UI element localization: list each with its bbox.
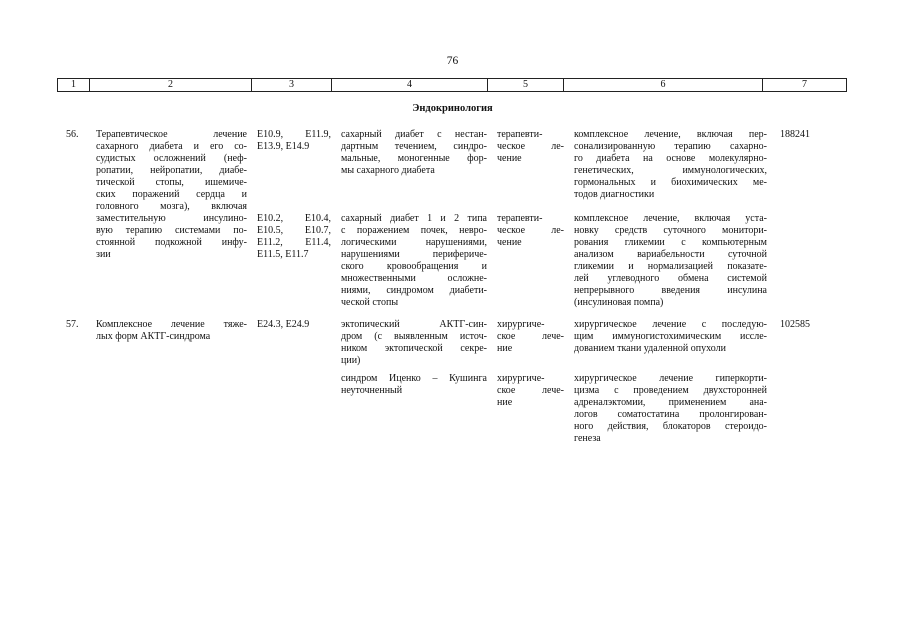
row-number: 57. xyxy=(66,319,79,330)
column-number: 3 xyxy=(252,79,332,91)
text-line: ских поражений сердца и xyxy=(96,189,247,200)
text-line: логов соматостатина пролонгирован- xyxy=(574,409,767,420)
text-line: E11.2, E11.4, xyxy=(257,237,331,248)
text-line: ции) xyxy=(341,355,361,366)
section-title: Эндокринология xyxy=(412,103,493,114)
text-line: го диабета на основе молекулярно- xyxy=(574,153,767,164)
treatment-method xyxy=(574,373,767,445)
patient-model xyxy=(341,129,487,177)
text-line: логическими нарушениями, xyxy=(341,237,487,248)
treatment-type xyxy=(497,213,564,249)
text-line: E10.9, E11.9, xyxy=(257,129,331,140)
text-line: терапевти- xyxy=(497,129,543,140)
text-line: комплексное лечение, включая пер- xyxy=(574,129,767,140)
text-line: хирургиче- xyxy=(497,373,545,384)
treatment-method xyxy=(574,213,767,309)
text-line: дром (с выявленным источ- xyxy=(341,331,487,342)
text-line: вую терапию системами по- xyxy=(96,225,247,236)
column-number: 1 xyxy=(57,79,90,91)
text-line: ское лече- xyxy=(497,385,564,396)
text-line: терапевти- xyxy=(497,213,543,224)
text-line: непрерывного введения инсулина xyxy=(574,285,767,296)
text-line: ниями, синдромом диабети- xyxy=(341,285,487,296)
text-line: сахарного диабета и его со- xyxy=(96,141,247,152)
text-line: множественными осложне- xyxy=(341,273,487,284)
column-number: 7 xyxy=(763,79,847,91)
text-line: ческой стопы xyxy=(341,297,399,308)
text-line: стоянной подкожной инфу- xyxy=(96,237,247,248)
text-line: ником эктопической секре- xyxy=(341,343,487,354)
text-line: новку средств суточного монитори- xyxy=(574,225,767,236)
text-line: ного действия, блокаторов стероидо- xyxy=(574,421,767,432)
text-line: дованием ткани удаленной опухоли xyxy=(574,343,726,354)
text-line: ское лече- xyxy=(497,331,564,342)
text-line: рования гликемии с компьютерным xyxy=(574,237,767,248)
text-line: с поражением почек, невро- xyxy=(341,225,487,236)
text-line: гликемии и нормализацией показате- xyxy=(574,261,767,272)
cost-value: 188241 xyxy=(780,129,810,140)
patient-model xyxy=(341,213,487,309)
text-line: сонализированную терапию сахарно- xyxy=(574,141,767,152)
text-line: комплексное лечение, включая уста- xyxy=(574,213,767,224)
text-line: тодов диагностики xyxy=(574,189,655,200)
treatment-method xyxy=(574,129,767,201)
text-line: хирургиче- xyxy=(497,319,545,330)
text-line: ропатии, нейропатии, диабе- xyxy=(96,165,247,176)
text-line: хирургическое лечение гиперкорти- xyxy=(574,373,767,384)
text-line: зии xyxy=(96,249,111,260)
text-line: сахарный диабет 1 и 2 типа xyxy=(341,213,487,224)
text-line: неуточненный xyxy=(341,385,403,396)
column-number: 5 xyxy=(488,79,564,91)
text-line: ние xyxy=(497,343,513,354)
text-line: нарушениями периферичe- xyxy=(341,249,487,260)
text-line: генеза xyxy=(574,433,601,444)
treatment-type xyxy=(497,319,564,355)
text-line: головного мозга), включая xyxy=(96,201,247,212)
text-line: лей углеводного обмена системой xyxy=(574,273,767,284)
text-line: анализом вариабельности суточной xyxy=(574,249,767,260)
patient-model xyxy=(341,373,487,397)
text-line: тической стопы, ишемиче- xyxy=(96,177,247,188)
text-line: мы сахарного диабета xyxy=(341,165,435,176)
text-line: чение xyxy=(497,237,522,248)
text-line: ние xyxy=(497,397,513,408)
text-line: чение xyxy=(497,153,522,164)
text-line: хирургическое лечение с последую- xyxy=(574,319,767,330)
text-line: генетических, иммунологических, xyxy=(574,165,767,176)
text-line: ческое ле- xyxy=(497,225,564,236)
text-line: Терапевтическое лечение xyxy=(96,129,247,140)
text-line: мальные, моногенные фор- xyxy=(341,153,487,164)
text-line: ского кровообращения и xyxy=(341,261,487,272)
text-line: E10.2, E10.4, xyxy=(257,213,331,224)
icd-codes xyxy=(257,319,331,331)
text-line: заместительную инсулино- xyxy=(96,213,247,224)
treatment-name xyxy=(96,319,247,343)
text-line: дартным течением, синдро- xyxy=(341,141,487,152)
text-line: адреналэктомии, применением ана- xyxy=(574,397,767,408)
text-line: (инсулиновая помпа) xyxy=(574,297,664,308)
treatment-method xyxy=(574,319,767,355)
text-line: E10.5, E10.7, xyxy=(257,225,331,236)
text-line: E11.5, E11.7 xyxy=(257,249,309,260)
text-line: гормональных и биохимических ме- xyxy=(574,177,767,188)
text-line: сахарный диабет с нестан- xyxy=(341,129,487,140)
text-line: лых форм АКТГ-синдрома xyxy=(96,331,211,342)
treatment-type xyxy=(497,129,564,165)
text-line: щим иммуногистохимическим иссле- xyxy=(574,331,767,342)
page-number: 76 xyxy=(446,55,459,67)
column-number: 2 xyxy=(90,79,252,91)
treatment-type xyxy=(497,373,564,409)
patient-model xyxy=(341,319,487,367)
text-line: Комплексное лечение тяже- xyxy=(96,319,247,330)
text-line: E13.9, E14.9 xyxy=(257,141,310,152)
text-line: ческое ле- xyxy=(497,141,564,152)
text-line: эктопический АКТГ-син- xyxy=(341,319,487,330)
column-number: 6 xyxy=(564,79,763,91)
icd-codes xyxy=(257,213,331,261)
treatment-name xyxy=(96,129,247,261)
text-line: судистых осложнений (неф- xyxy=(96,153,247,164)
text-line: синдром Иценко – Кушинга xyxy=(341,373,487,384)
text-line: цизма с проведением двухсторонней xyxy=(574,385,767,396)
cost-value: 102585 xyxy=(780,319,810,330)
icd-codes xyxy=(257,129,331,153)
text-line: E24.3, E24.9 xyxy=(257,319,310,330)
column-number-row xyxy=(57,78,847,92)
row-number: 56. xyxy=(66,129,79,140)
column-number: 4 xyxy=(332,79,488,91)
